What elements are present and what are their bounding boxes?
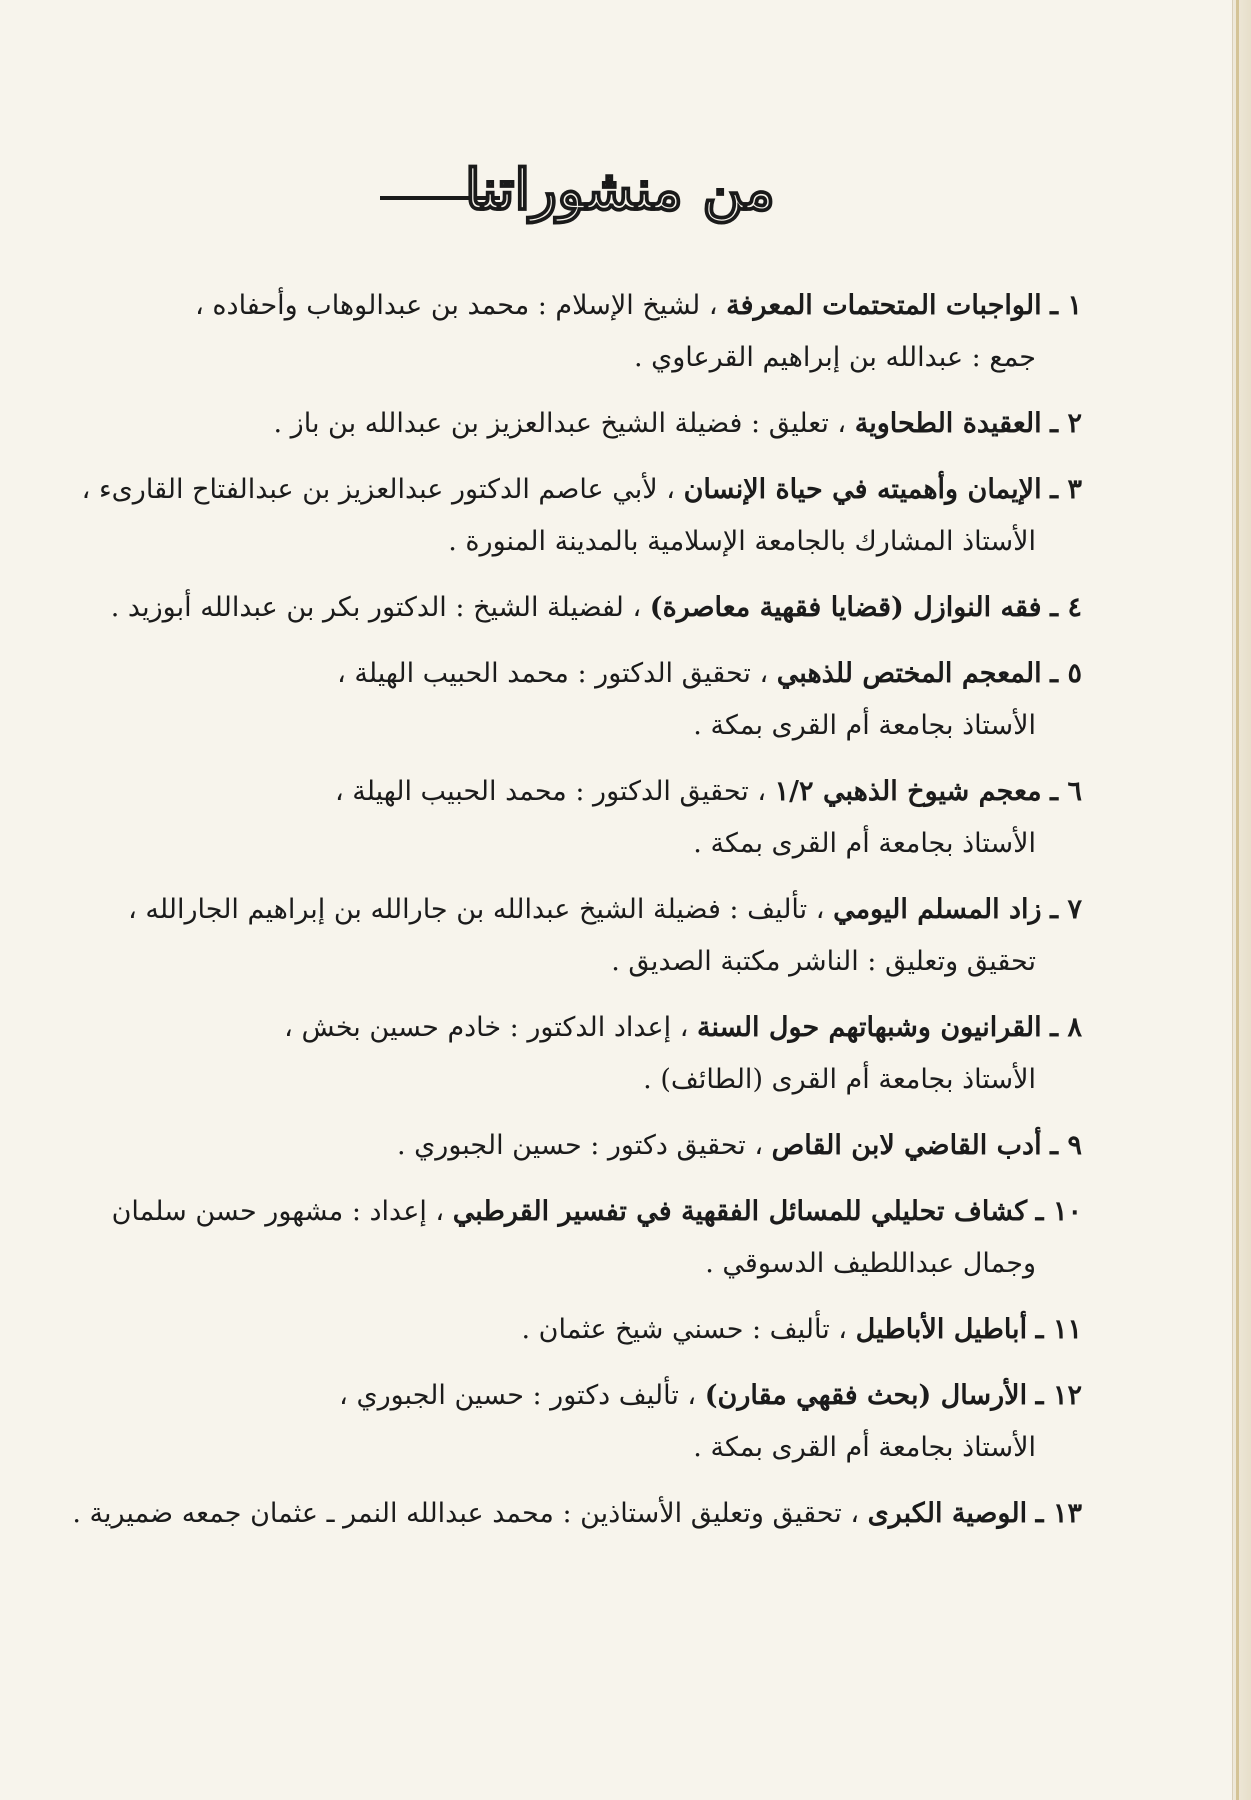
- entry-first-line: [81, 464, 1082, 516]
- entry-second-line: وجمال عبداللطيف الدسوقي .: [705, 1248, 1036, 1279]
- book-title: الوصية الكبرى: [867, 1498, 1028, 1529]
- entry-number: ٨ ـ: [1050, 1012, 1082, 1043]
- list-item: [128, 884, 1082, 988]
- book-title: فقه النوازل (قضايا فقهية معاصرة): [649, 592, 1042, 623]
- entry-number: ١٢ ـ: [1035, 1380, 1082, 1411]
- entry-second-line: جمع : عبدالله بن إبراهيم القرعاوي .: [633, 342, 1036, 373]
- entry-first-line: [162, 1002, 1082, 1054]
- book-title: الإيمان وأهميته في حياة الإنسان: [683, 474, 1042, 505]
- entry-details: ، تأليف دكتور : حسين الجبوري ،: [339, 1380, 697, 1411]
- list-item: [162, 1304, 1082, 1356]
- book-title: الواجبات المتحتمات المعرفة: [726, 290, 1042, 321]
- list-item: [72, 1488, 1082, 1540]
- entry-first-line: [162, 766, 1082, 818]
- entry-number: ١٣ ـ: [1035, 1498, 1082, 1529]
- entry-details: ، تحقيق دكتور : حسين الجبوري .: [396, 1130, 764, 1161]
- entry-details: ، تعليق : فضيلة الشيخ عبدالعزيز بن عبدالله بن باز .: [273, 408, 847, 439]
- entry-first-line: [162, 1304, 1082, 1356]
- entry-first-line: [72, 1488, 1082, 1540]
- entry-number: ٦ ـ: [1050, 776, 1082, 807]
- entry-number: ١ ـ: [1050, 290, 1082, 321]
- book-title: العقيدة الطحاوية: [854, 408, 1042, 439]
- list-item: [162, 766, 1082, 870]
- entry-details: ، تحقيق الدكتور : محمد الحبيب الهيلة ،: [334, 776, 767, 807]
- entry-details: ، لفضيلة الشيخ : الدكتور بكر بن عبدالله أبوزيد .: [110, 592, 642, 623]
- entry-number: ١٠ ـ: [1035, 1196, 1082, 1227]
- list-item: [162, 1002, 1082, 1106]
- entry-details: ، تأليف : فضيلة الشيخ عبدالله بن جارالله بن إبراهيم الجارالله ،: [128, 894, 825, 925]
- entry-first-line: [110, 582, 1082, 634]
- list-item: [110, 582, 1082, 634]
- book-title: كشاف تحليلي للمسائل الفقهية في تفسير القرطبي: [452, 1196, 1028, 1227]
- page-header: [380, 150, 860, 240]
- book-title: أباطيل الأباطيل: [855, 1314, 1028, 1345]
- page-edge: [1232, 0, 1251, 1800]
- entry-first-line: [128, 884, 1082, 936]
- entry-details: ، إعداد الدكتور : خادم حسين بخش ،: [284, 1012, 689, 1043]
- book-title: معجم شيوخ الذهبي ١/٢: [774, 776, 1042, 807]
- list-item: [111, 1186, 1082, 1290]
- entry-number: ٢ ـ: [1050, 408, 1082, 439]
- entry-details: ، تحقيق وتعليق الأستاذين : محمد عبدالله النمر ـ عثمان جمعه ضميرية .: [72, 1498, 860, 1529]
- entry-details: ، تحقيق الدكتور : محمد الحبيب الهيلة ،: [337, 658, 769, 689]
- entry-details: ، لأبي عاصم الدكتور عبدالعزيز بن عبدالفتاح القارىء ،: [81, 474, 675, 505]
- list-item: [162, 648, 1082, 752]
- list-item: [162, 398, 1082, 450]
- book-title: القرانيون وشبهاتهم حول السنة: [697, 1012, 1042, 1043]
- entry-number: ٥ ـ: [1050, 658, 1082, 689]
- book-title: المعجم المختص للذهبي: [776, 658, 1042, 689]
- entry-second-line: الأستاذ بجامعة أم القرى بمكة .: [693, 1432, 1036, 1463]
- entry-first-line: [162, 280, 1082, 332]
- entry-second-line: الأستاذ المشارك بالجامعة الإسلامية بالمدينة المنورة .: [448, 526, 1036, 557]
- entry-number: ٤ ـ: [1050, 592, 1082, 623]
- list-item: [81, 464, 1082, 568]
- page-title: من منشوراتنا: [464, 157, 776, 223]
- entry-number: ١١ ـ: [1035, 1314, 1082, 1345]
- list-item: [162, 1120, 1082, 1172]
- entry-number: ٩ ـ: [1050, 1130, 1082, 1161]
- entry-second-line: الأستاذ بجامعة أم القرى بمكة .: [693, 828, 1036, 859]
- book-title: أدب القاضي لابن القاص: [771, 1130, 1042, 1161]
- entry-first-line: [111, 1186, 1082, 1238]
- entry-second-line: الأستاذ بجامعة أم القرى (الطائف) .: [643, 1064, 1036, 1095]
- entry-second-line: تحقيق وتعليق : الناشر مكتبة الصديق .: [611, 946, 1036, 977]
- entry-second-line: الأستاذ بجامعة أم القرى بمكة .: [693, 710, 1036, 741]
- entry-details: ، تأليف : حسني شيخ عثمان .: [521, 1314, 848, 1345]
- entry-first-line: [162, 1120, 1082, 1172]
- list-item: [162, 280, 1082, 384]
- entry-details: ، لشيخ الإسلام : محمد بن عبدالوهاب وأحفاده ،: [195, 290, 718, 321]
- book-title: الأرسال (بحث فقهي مقارن): [704, 1380, 1028, 1411]
- book-title: زاد المسلم اليومي: [833, 894, 1042, 925]
- entry-first-line: [162, 648, 1082, 700]
- entry-first-line: [162, 1370, 1082, 1422]
- entry-number: ٣ ـ: [1050, 474, 1082, 505]
- entry-number: ٧ ـ: [1050, 894, 1082, 925]
- list-item: [162, 1370, 1082, 1474]
- page-edge-line: [1236, 0, 1239, 1800]
- entry-details: ، إعداد : مشهور حسن سلمان: [111, 1196, 445, 1227]
- publication-list: [72, 280, 1082, 1554]
- entry-first-line: [162, 398, 1082, 450]
